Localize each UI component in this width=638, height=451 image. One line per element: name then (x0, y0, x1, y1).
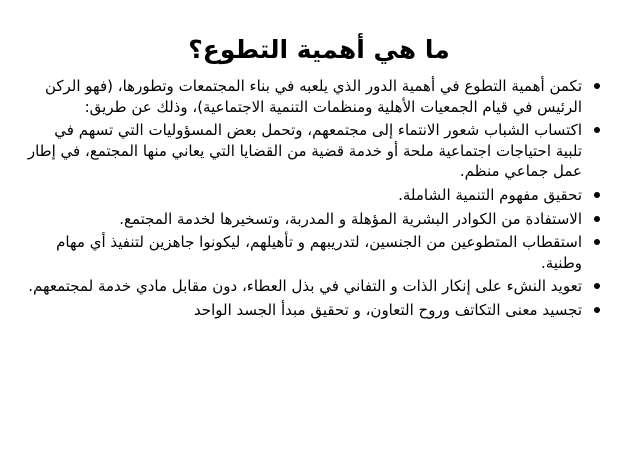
bullet-item (26, 300, 600, 321)
bullet-item (26, 76, 600, 117)
bullet-text: الاستفادة من الكوادر البشرية المؤهلة و المدربة، وتسخيرها لخدمة المجتمع. (119, 209, 582, 228)
bullet-dot-icon (594, 307, 600, 313)
bullet-dot-icon (594, 283, 600, 289)
bullet-list (26, 76, 600, 324)
bullet-dot-icon (594, 216, 600, 222)
slide-title: ما هي أهمية التطوع؟ (188, 35, 450, 64)
bullet-item (26, 120, 600, 182)
bullet-text: اكتساب الشباب شعور الانتماء إلى مجتمعهم، وتحمل بعض المسؤوليات التي تسهم في تلبية احتياجات اجتماعية ملحة أو خدمة قضية من القضايا التي يعاني منها المجتمع، في إطار عمل جماعي منظم. (27, 121, 582, 181)
bullet-dot-icon (594, 192, 600, 198)
bullet-text: تكمن أهمية التطوع في أهمية الدور الذي يلعبه في بناء المجتمعات وتطورها، (فهو الركن الرئيس في قيام الجمعيات الأهلية ومنظمات التنمية الاجتماعية)، وذلك عن طريق: (44, 77, 582, 116)
bullet-item (26, 276, 600, 297)
bullet-item (26, 232, 600, 273)
bullet-item (26, 209, 600, 230)
bullet-text: تحقيق مفهوم التنمية الشاملة. (398, 185, 582, 204)
bullet-dot-icon (594, 83, 600, 89)
bullet-text: تعويد النشء على إنكار الذات و التفاني في بذل العطاء، دون مقابل مادي خدمة لمجتمعهم. (28, 277, 582, 296)
bullet-dot-icon (594, 239, 600, 245)
bullet-dot-icon (594, 127, 600, 133)
bullet-text: استقطاب المتطوعين من الجنسين، لتدريبهم و تأهيلهم، ليكونوا جاهزين لتنفيذ أي مهام وطنية. (56, 233, 582, 272)
bullet-item (26, 185, 600, 206)
bullet-text: تجسيد معنى التكاتف وروح التعاون، و تحقيق مبدأ الجسد الواحد (193, 300, 582, 319)
